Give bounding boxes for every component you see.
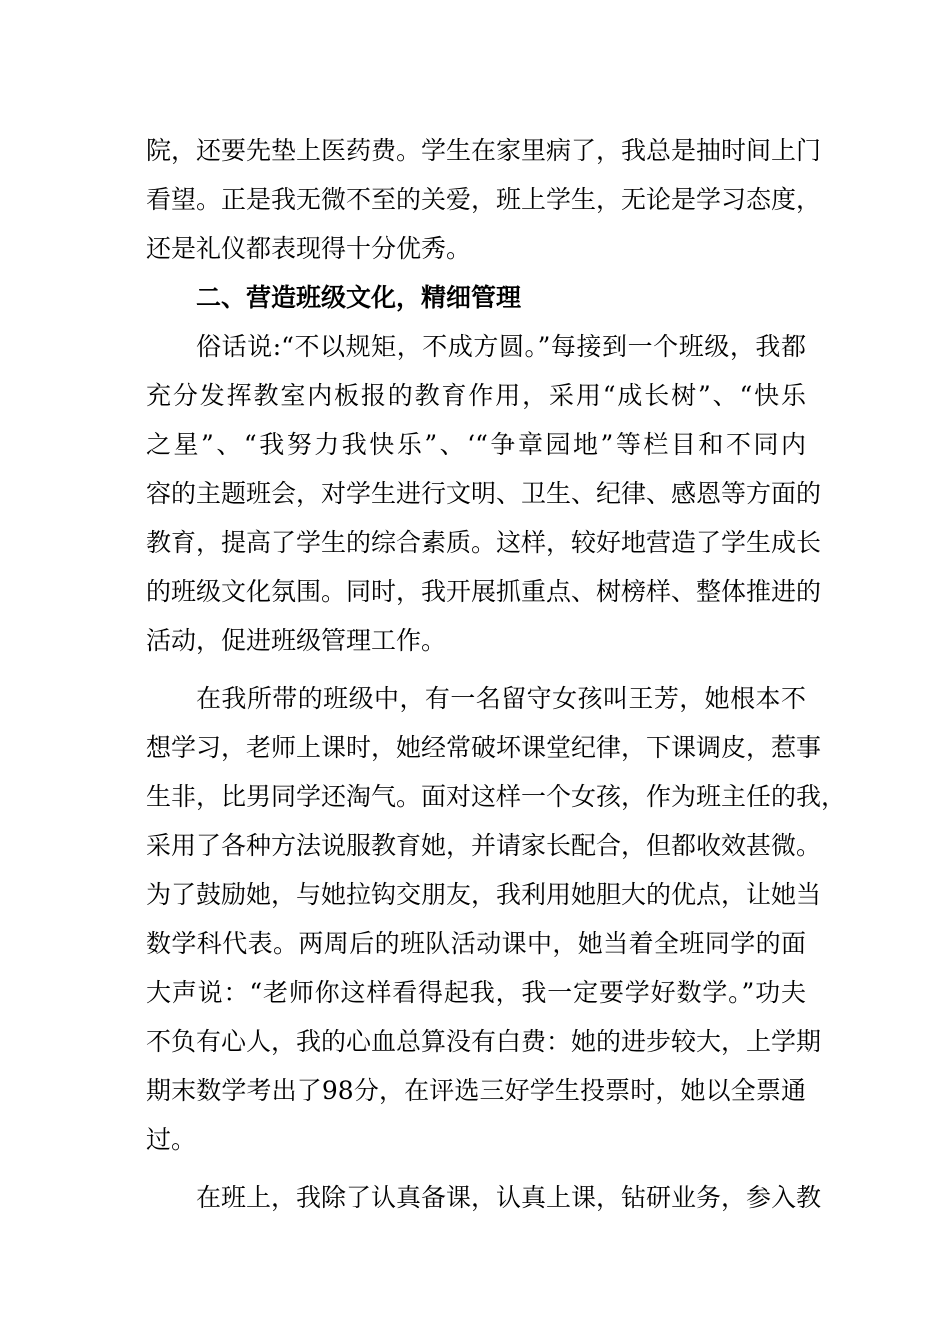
- body-text-line: 教育，提高了学生的综合素质。这样，较好地营造了学生成长: [146, 528, 822, 557]
- body-text-line: 想学习，老师上课时，她经常破坏课堂纪律，下课调皮，惹事: [146, 733, 822, 762]
- body-text-line: 数学科代表。两周后的班队活动课中，她当着全班同学的面: [146, 929, 806, 958]
- body-text-line: 活动，促进班级管理工作。: [146, 626, 447, 655]
- body-text-line: 期末数学考出了98分，在评选三好学生投票时，她以全票通: [146, 1076, 806, 1105]
- body-text-line: 的班级文化氛围。同时，我开展抓重点、树榜样、整体推进的: [146, 577, 822, 606]
- body-text-line: 不负有心人，我的心血总算没有白费：她的进步较大，上学期: [146, 1027, 822, 1056]
- body-text-line: 院，还要先垫上医药费。学生在家里病了，我总是抽时间上门: [146, 136, 822, 165]
- body-text-line: 充分发挥教室内板报的教育作用，采用“成长树”、“快乐: [146, 381, 806, 410]
- body-text-line: 容的主题班会，对学生进行文明、卫生、纪律、感恩等方面的: [146, 479, 822, 508]
- body-text-line: 采用了各种方法说服教育她，并请家长配合，但都收效甚微。: [146, 831, 822, 860]
- body-text-line: 为了鼓励她，与她拉钩交朋友，我利用她胆大的优点，让她当: [146, 880, 822, 909]
- body-text-line: 还是礼仪都表现得十分优秀。: [146, 234, 472, 263]
- body-text-line: 之星”、“我努力我快乐”、‘“争章园地”等栏目和不同内: [146, 430, 806, 459]
- body-text-line: 过。: [146, 1125, 197, 1154]
- body-text-line: 看望。正是我无微不至的关爱，班上学生，无论是学习态度，: [146, 185, 822, 214]
- body-text-line: 在我所带的班级中，有一名留守女孩叫王芳，她根本不: [196, 684, 806, 713]
- body-text-line: 生非，比男同学还淘气。面对这样一个女孩，作为班主任的我，: [146, 782, 847, 811]
- section-heading: 二、营造班级文化，精细管理: [196, 283, 522, 312]
- body-text-line: 俗话说:“不以规矩，不成方圆。”每接到一个班级，我都: [196, 332, 806, 361]
- body-text-line: 大声说：“老师你这样看得起我，我一定要学好数学。”功夫: [146, 978, 806, 1007]
- body-text-line: 在班上，我除了认真备课，认真上课，钻研业务，参入教: [196, 1183, 822, 1212]
